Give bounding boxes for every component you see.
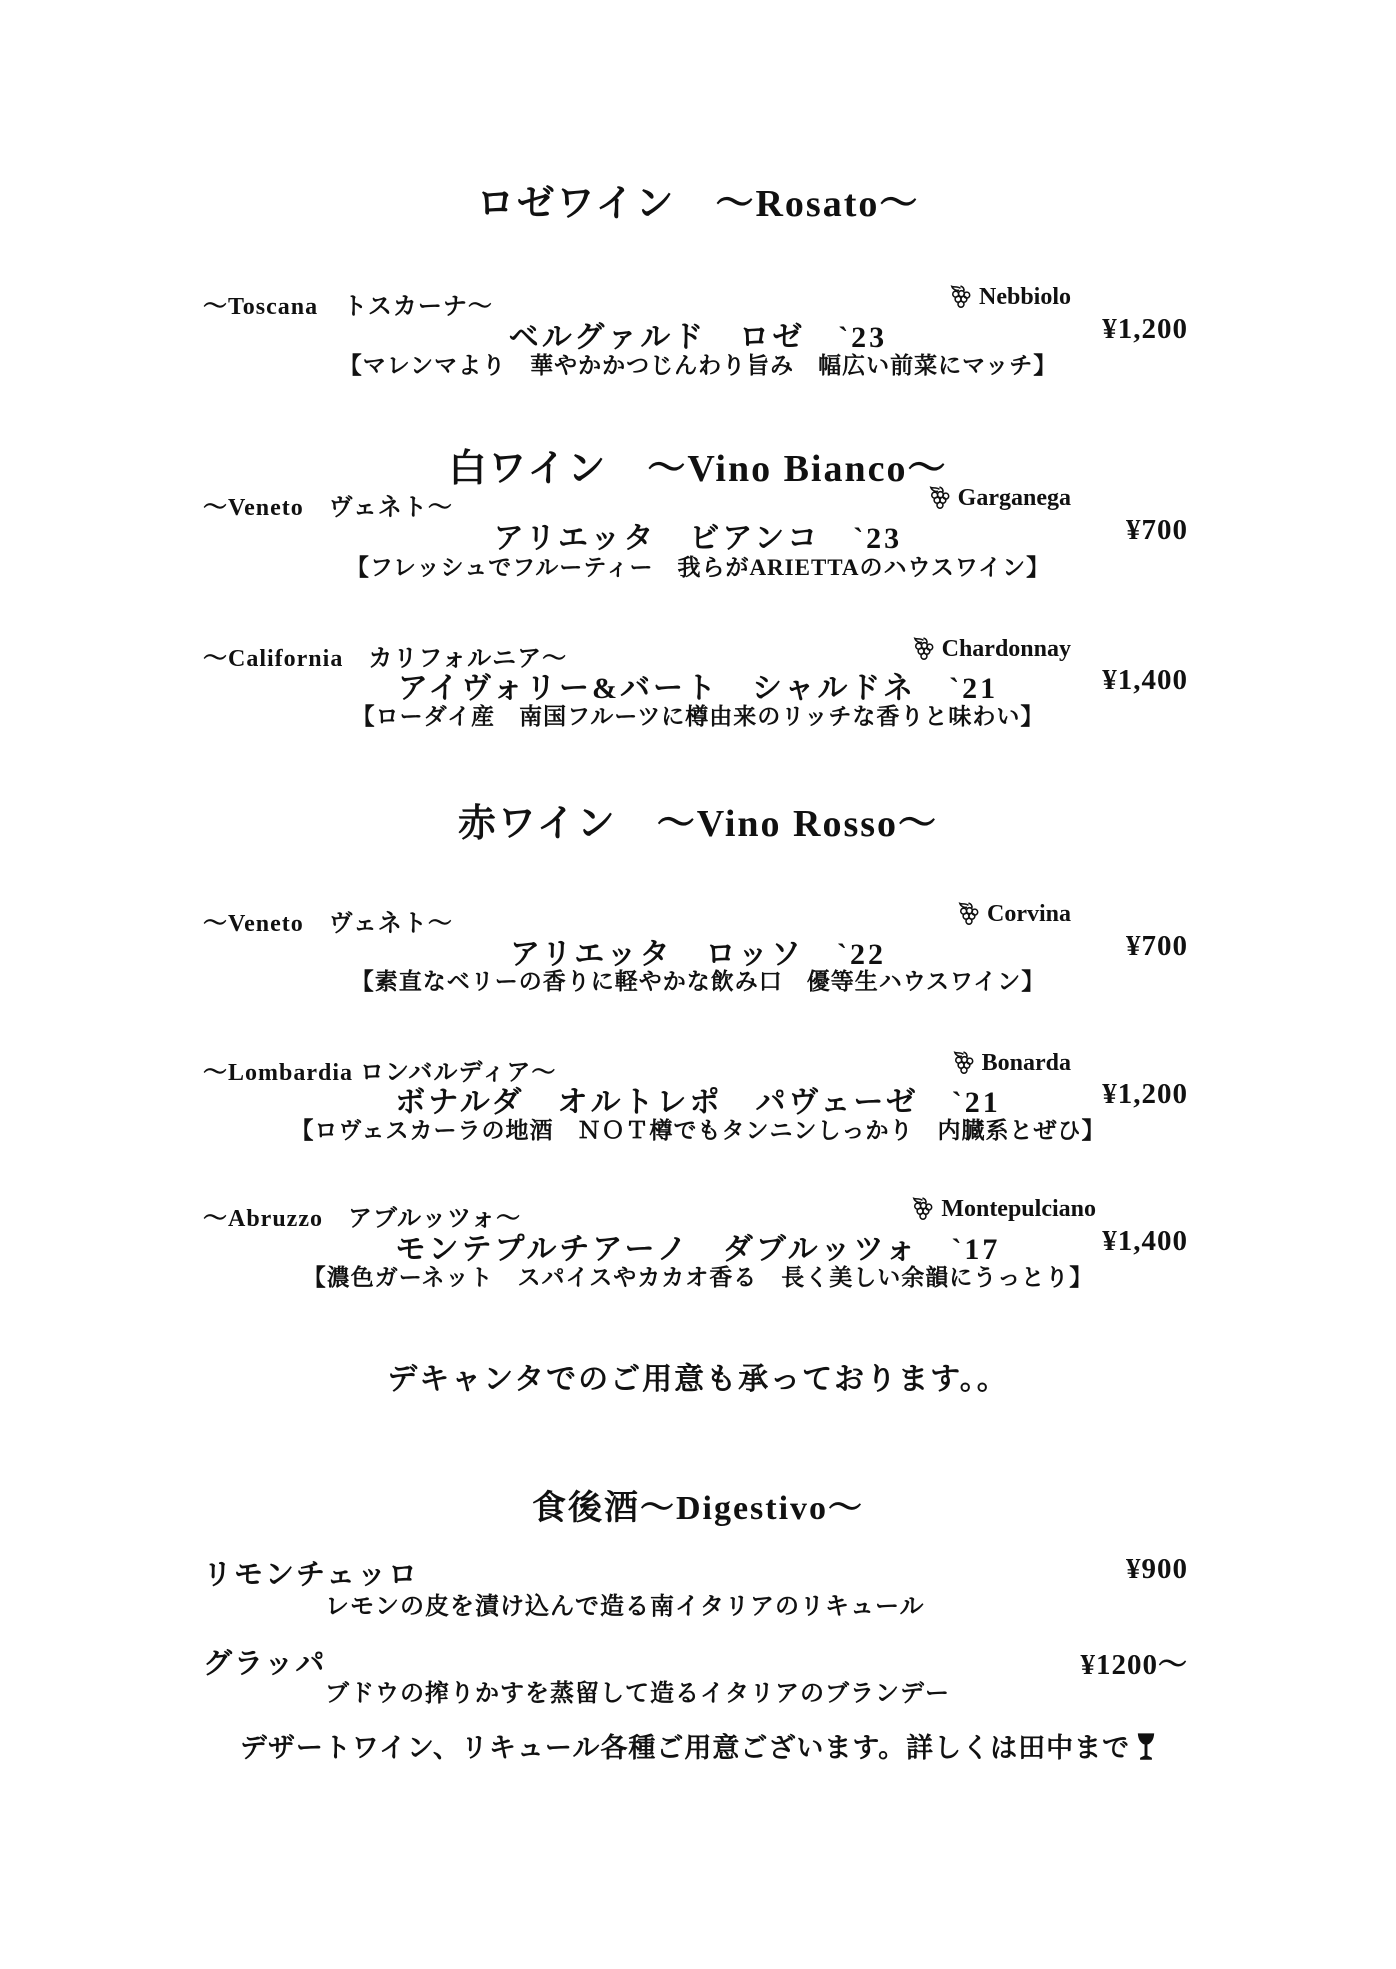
digestivo-name: リモンチェッロ — [203, 1559, 420, 1591]
grape-variety-label: Bonarda — [981, 1050, 1071, 1076]
grape-variety-label: Montepulciano — [941, 1196, 1096, 1222]
grape-variety-label: Chardonnay — [941, 636, 1071, 662]
wine-price: ¥700 — [1126, 514, 1188, 546]
wine-region: ～Veneto ヴェネト～ — [203, 495, 453, 521]
wine-price: ¥1,400 — [1102, 1225, 1188, 1257]
wine-description: 【ローダイ産 南国フルーツに樽由来のリッチな香りと味わい】 — [351, 704, 1045, 729]
wine-name: アイヴォリー&バート シャルドネ `21 — [397, 672, 999, 705]
wine-name: ベルグァルド ロゼ `23 — [508, 321, 888, 354]
wine-grape — [928, 485, 1071, 512]
wine-price: ¥1,200 — [1102, 1078, 1188, 1110]
wine-grape — [911, 1196, 1096, 1223]
digestivo-price: ¥900 — [1126, 1553, 1188, 1585]
section-title-rosato: ロゼワイン ～Rosato～ — [476, 183, 920, 225]
section-title-digestivo: 食後酒～Digestivo～ — [531, 1490, 865, 1527]
digestivo-description: レモンの皮を漬け込んで造る南イタリアのリキュール — [325, 1594, 925, 1620]
wine-price: ¥1,200 — [1102, 313, 1188, 345]
wine-region: ～Lombardia ロンバルディア～ — [203, 1060, 557, 1086]
wine-description: 【マレンマより 華やかかつじんわり旨み 幅広い前菜にマッチ】 — [338, 353, 1058, 378]
wine-grape — [952, 1050, 1071, 1077]
digestivo-description: ブドウの搾りかすを蒸留して造るイタリアのブランデー — [325, 1681, 950, 1707]
wine-name: モンテプルチアーノ ダブルッツォ `17 — [395, 1233, 1001, 1266]
grape-bunch-icon — [928, 486, 951, 511]
digestivo-price: ¥1200～ — [1080, 1649, 1188, 1681]
grape-bunch-icon — [949, 285, 972, 310]
dessert-note — [0, 1726, 1396, 1769]
wine-grape — [912, 636, 1071, 663]
wine-description: 【フレッシュでフルーティー 我らがARIETTAのハウスワイン】 — [345, 555, 1051, 580]
wine-name: アリエッタ ビアンコ `23 — [493, 522, 903, 555]
dessert-note-text: デザートワイン、リキュール各種ご用意ございます。詳しくは田中まで — [239, 1733, 1131, 1763]
wine-region: ～Veneto ヴェネト～ — [203, 911, 453, 937]
grape-variety-label: Nebbiolo — [978, 284, 1071, 310]
wine-price: ¥1,400 — [1102, 664, 1188, 696]
wine-region: ～Abruzzo アブルッツォ～ — [203, 1206, 522, 1232]
section-title-bianco: 白ワイン ～Vino Bianco～ — [448, 448, 948, 490]
wine-description: 【濃色ガーネット スパイスやカカオ香る 長く美しい余韻にうっとり】 — [302, 1265, 1094, 1290]
wine-name: アリエッタ ロッソ `22 — [510, 938, 886, 971]
wine-price: ¥700 — [1126, 930, 1188, 962]
wine-glass-icon — [1136, 1732, 1156, 1769]
grape-bunch-icon — [912, 637, 935, 662]
decanter-note: デキャンタでのご用意も承っております。。 — [387, 1363, 1009, 1396]
digestivo-name: グラッパ — [203, 1648, 327, 1680]
wine-grape — [957, 901, 1071, 928]
grape-variety-label: Corvina — [987, 901, 1071, 927]
grape-variety-label: Garganega — [957, 485, 1071, 511]
wine-description: 【ロヴェスカーラの地酒 ＮＯＴ樽でもタンニンしっかり 内臓系とぜひ】 — [290, 1118, 1106, 1143]
wine-region: ～Toscana トスカーナ～ — [203, 294, 493, 320]
grape-bunch-icon — [957, 902, 980, 927]
section-title-rosso: 赤ワイン ～Vino Rosso～ — [457, 803, 939, 845]
wine-grape — [949, 284, 1071, 311]
wine-description: 【素直なベリーの香りに軽やかな飲み口 優等生ハウスワイン】 — [350, 969, 1046, 994]
grape-bunch-icon — [911, 1197, 934, 1222]
grape-bunch-icon — [952, 1051, 975, 1076]
wine-name: ボナルダ オルトレポ パヴェーゼ `21 — [395, 1086, 1001, 1119]
wine-region: ～California カリフォルニア～ — [203, 646, 568, 672]
